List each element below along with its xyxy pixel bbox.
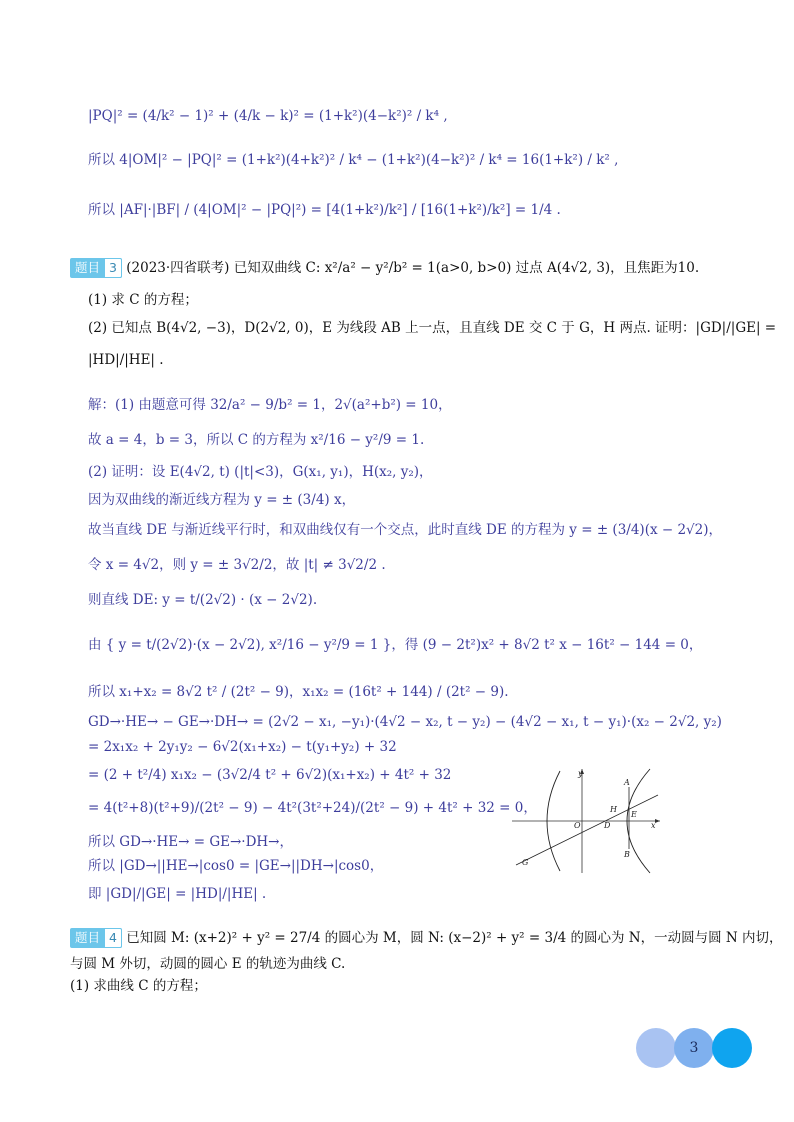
hyperbola-figure: [512, 765, 662, 875]
label-g: G: [522, 858, 529, 867]
solution-3-line: = (2 + t²/4) x₁x₂ − (3√2/4 t² + 6√2)(x₁+x₂) + 4t² + 32: [88, 767, 452, 783]
label-o: O: [574, 821, 581, 830]
solution-3-line: 所以 |GD→||HE→|cos0 = |GE→||DH→|cos0，: [88, 858, 384, 874]
page-circle-left: [636, 1028, 676, 1068]
label-b: B: [624, 850, 630, 859]
solution-3-line: 所以 x₁+x₂ = 8√2 t² / (2t² − 9)，x₁x₂ = (16t² + 144) / (2t² − 9).: [88, 684, 509, 700]
page-number-badge: [636, 1028, 751, 1068]
prev-solution-line-2: 所以 4|OM|² − |PQ|² = (1+k²)(4+k²)² / k⁴ − (1+k²)(4−k²)² / k⁴ = 16(1+k²) / k² ,: [88, 152, 619, 168]
page-number: 3: [689, 1040, 699, 1056]
problem-3-part-1: (1) 求 C 的方程；: [88, 292, 198, 308]
solution-3-line: 因为双曲线的渐近线方程为 y = ± (3/4) x，: [88, 492, 356, 508]
problem-4-stem-row: [70, 928, 783, 948]
prev-solution-line-3: 所以 |AF|·|BF| / (4|OM|² − |PQ|²) = [4(1+k²)/k²] / [16(1+k²)/k²] = 1/4 .: [88, 202, 561, 218]
solution-3-line: 解：(1) 由题意可得 32/a² − 9/b² = 1，2√(a²+b²) = 10，: [88, 397, 452, 413]
prev-solution-line-1: |PQ|² = (4/k² − 1)² + (4/k − k)² = (1+k²)(4−k²)² / k⁴ ,: [88, 108, 448, 124]
label-e: E: [631, 810, 637, 819]
solution-3-line: 由 { y = t/(2√2)·(x − 2√2), x²/16 − y²/9 = 1 }，得 (9 − 2t²)x² + 8√2 t² x − 16t² − 144 = 0，: [88, 637, 703, 653]
solution-3-line: (2) 证明：设 E(4√2, t) (|t|<3)，G(x₁, y₁)，H(x₂, y₂)，: [88, 464, 433, 480]
solution-3-line: GD→·HE→ − GE→·DH→ = (2√2 − x₁, −y₁)·(4√2 − x₂, t − y₂) − (4√2 − x₁, t − y₁)·(x₂ − 2√2, y₂): [88, 714, 722, 730]
problem-3-part-2: (2) 已知点 B(4√2, −3)，D(2√2, 0)，E 为线段 AB 上一点，且直线 DE 交 C 于 G，H 两点. 证明：|GD|/|GE| =: [88, 320, 777, 336]
label-h: H: [610, 805, 617, 814]
solution-3-line: 则直线 DE: y = t/(2√2) · (x − 2√2).: [88, 592, 318, 608]
problem-4-stem: 已知圆 M: (x+2)² + y² = 27/4 的圆心为 M，圆 N: (x−2)² + y² = 3/4 的圆心为 N，一动圆与圆 N 内切，: [126, 930, 783, 946]
label-d: D: [604, 821, 611, 830]
solution-3-line: = 2x₁x₂ + 2y₁y₂ − 6√2(x₁+x₂) − t(y₁+y₂) + 32: [88, 739, 397, 755]
label-x: x: [651, 821, 656, 830]
problem-4-badge: 题目 4: [70, 928, 122, 948]
problem-4-part-1: (1) 求曲线 C 的方程；: [70, 978, 207, 994]
solution-3-line: 故当直线 DE 与渐近线平行时，和双曲线仅有一个交点，此时直线 DE 的方程为 y = ± (3/4)(x − 2√2)，: [88, 522, 723, 538]
label-a: A: [624, 778, 630, 787]
problem-3-badge: 题目 3: [70, 258, 122, 278]
solution-3-line: 令 x = 4√2，则 y = ± 3√2/2，故 |t| ≠ 3√2/2 .: [88, 557, 386, 573]
problem-3-part-2-cont: |HD|/|HE| .: [88, 352, 164, 368]
x-axis-arrow: [655, 819, 660, 823]
problem-3-stem: (2023·四省联考) 已知双曲线 C: x²/a² − y²/b² = 1(a>0, b>0) 过点 A(4√2, 3)，且焦距为10.: [126, 260, 700, 276]
page-circle-right: [712, 1028, 752, 1068]
solution-3-line: 即 |GD|/|GE| = |HD|/|HE| .: [88, 886, 267, 902]
problem-3-stem-row: [70, 258, 699, 278]
label-y: y: [578, 769, 583, 778]
problem-4-stem-cont: 与圆 M 外切，动圆的圆心 E 的轨迹为曲线 C.: [70, 956, 346, 972]
solution-3-line: = 4(t²+8)(t²+9)/(2t² − 9) − 4t²(3t²+24)/(2t² − 9) + 4t² + 32 = 0，: [88, 800, 537, 816]
solution-3-line: 所以 GD→·HE→ = GE→·DH→，: [88, 834, 293, 850]
solution-3-line: 故 a = 4，b = 3，所以 C 的方程为 x²/16 − y²/9 = 1.: [88, 432, 425, 448]
